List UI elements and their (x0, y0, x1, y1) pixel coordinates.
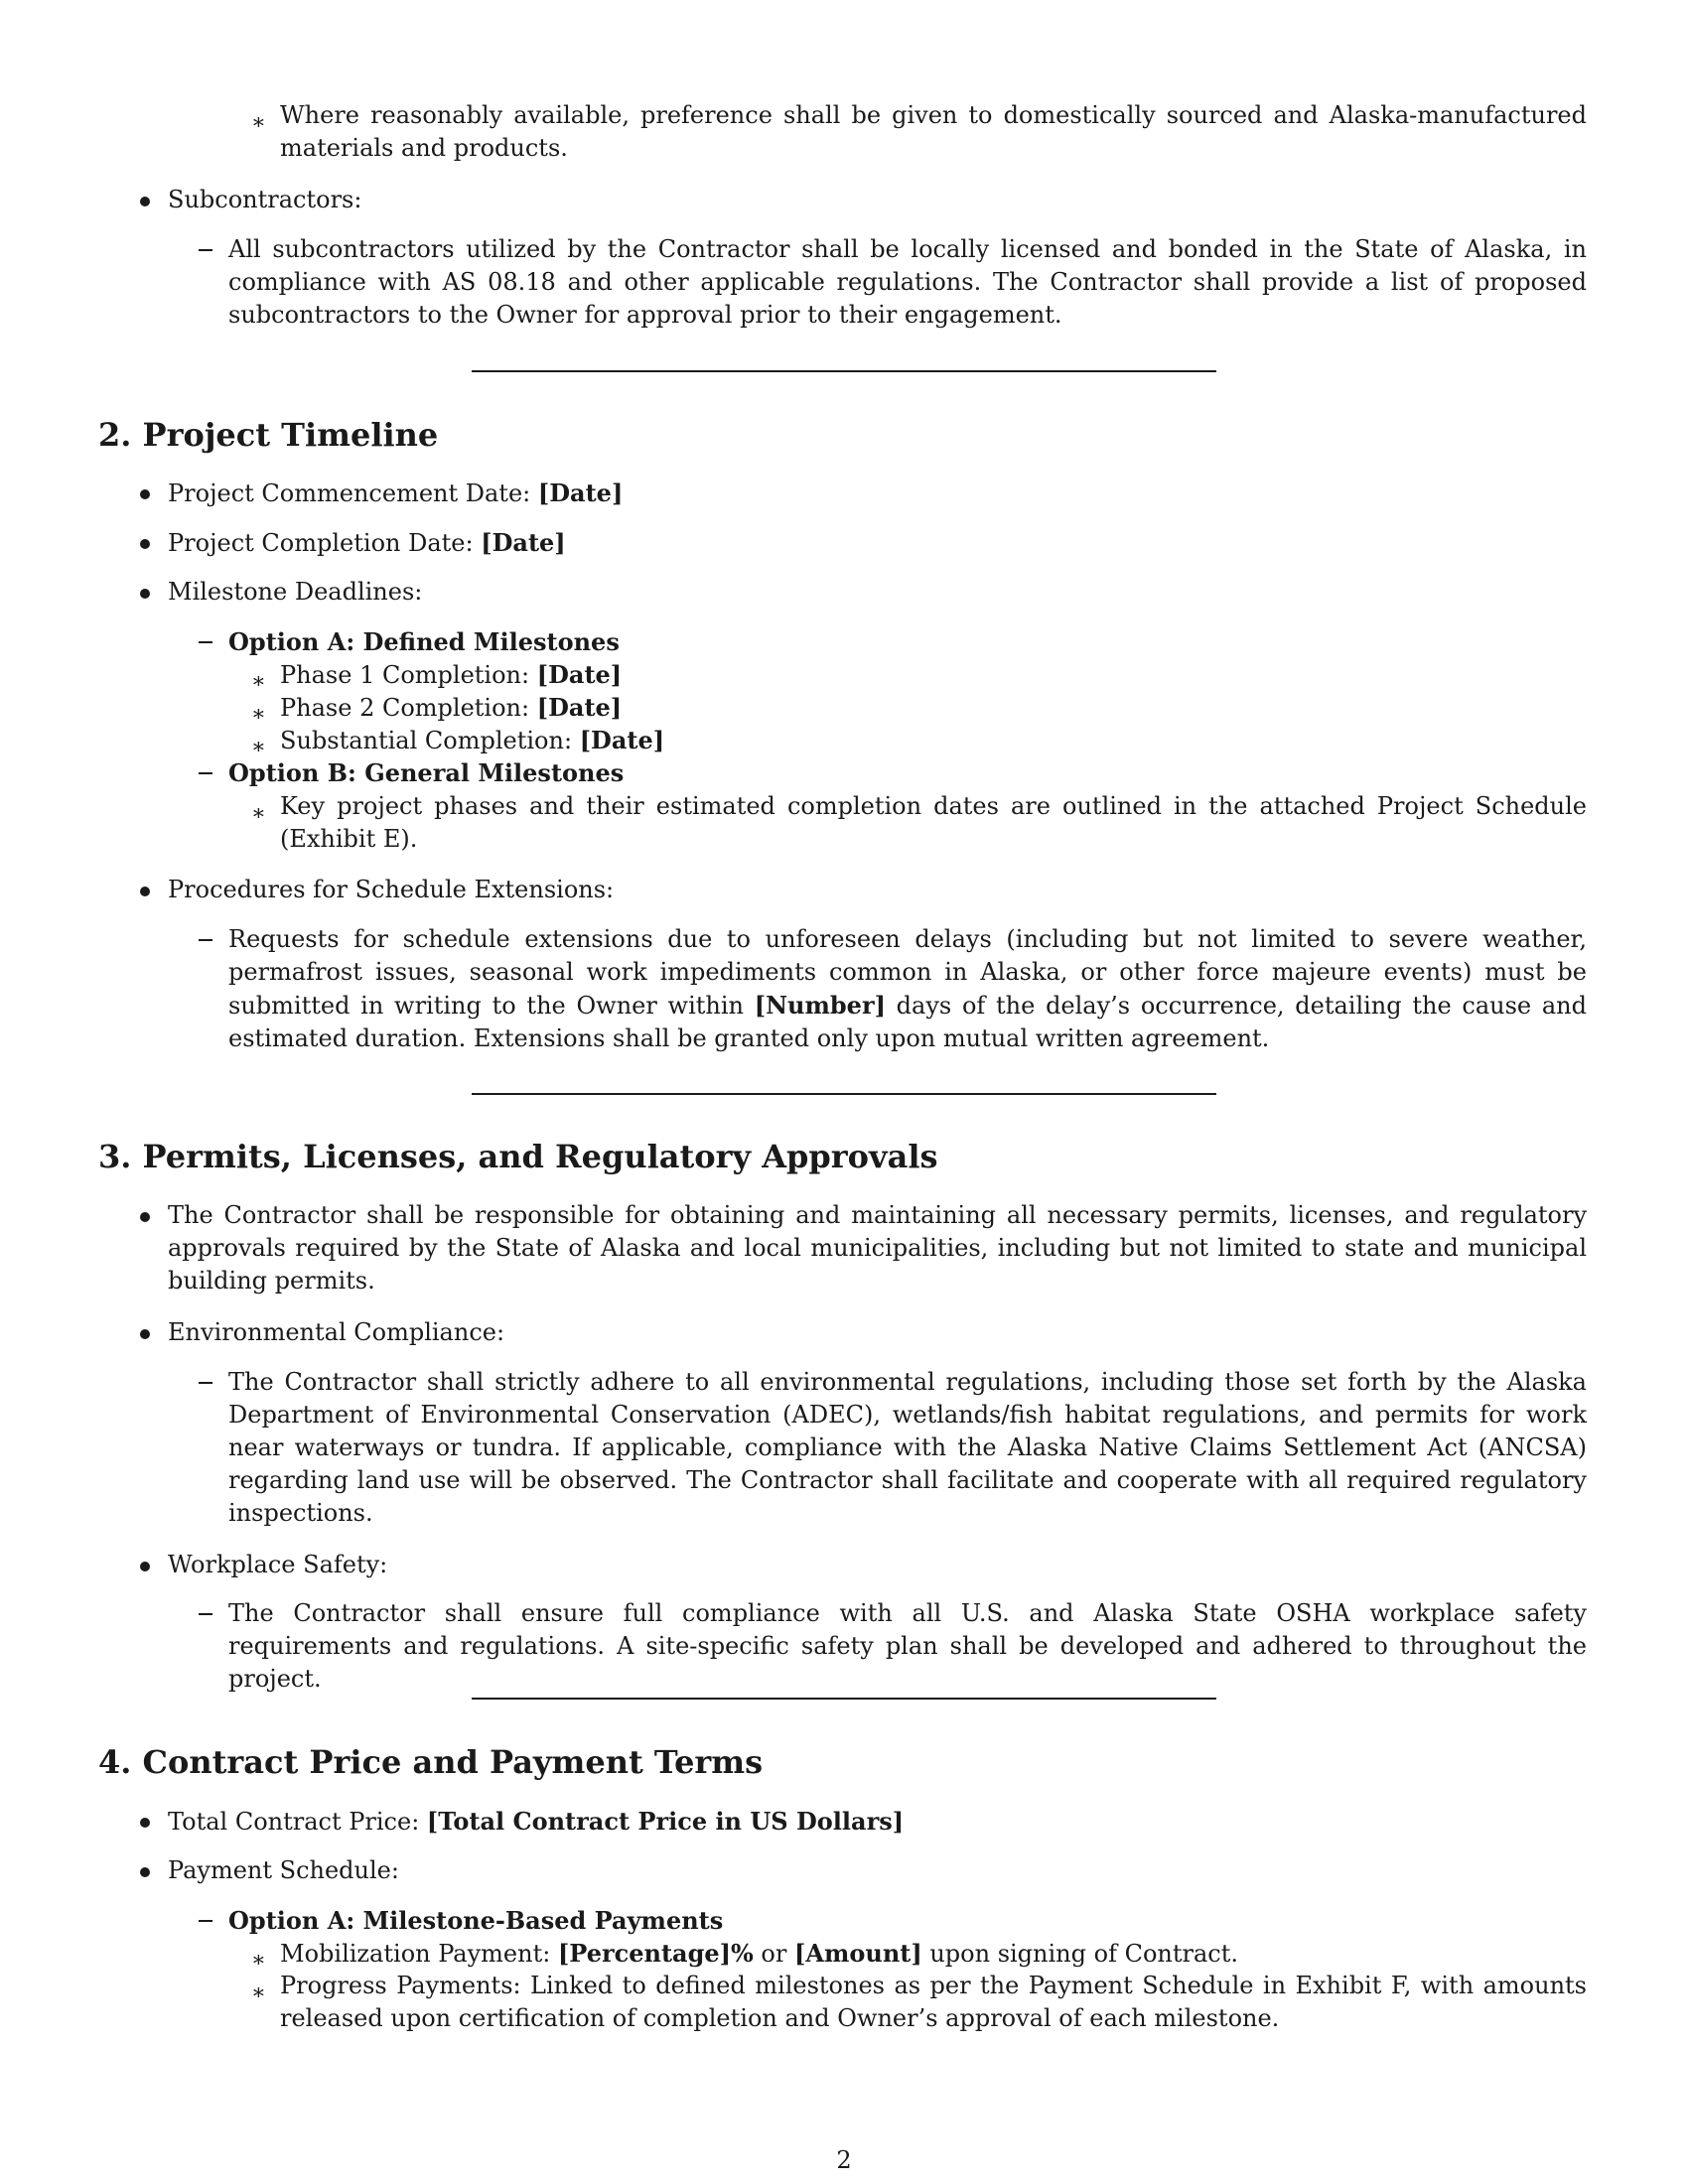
section-divider (472, 1093, 1216, 1095)
bullet-icon (140, 1329, 150, 1339)
sub-bullet-icon: ∗ (251, 1948, 266, 1973)
extensions-text-1: Requests for schedule extensions due to unforeseen delays (including but not limited to severe weather, permafrost issues, seasonal work impediments common in Alaska, or other force majeure events) must be submitted in writing to the Owner within (228, 925, 1587, 1020)
completion-date-value: [Date] (481, 528, 566, 557)
dash-icon (199, 249, 212, 251)
section-2-heading: 2. Project Timeline (98, 416, 439, 454)
section-3-heading: 3. Permits, Licenses, and Regulatory Approvals (98, 1138, 938, 1175)
phase1-date-value: [Date] (536, 660, 623, 689)
milestone-label: Milestone Deadlines: (168, 578, 423, 606)
section-divider (472, 370, 1216, 372)
option-a-title (228, 625, 620, 659)
percentage-placeholder: [Percentage]% (557, 1939, 754, 1968)
bullet-icon (140, 539, 150, 549)
price-placeholder: [Total Contract Price in US Dollars] (426, 1807, 905, 1836)
dash-icon (199, 641, 212, 643)
bullet-icon (140, 1212, 150, 1222)
subcontractors-text: All subcontractors utilized by the Contractor shall be locally licensed and bonded in the State of Alaska, in compliance with AS 08.18 and other applicable regulations. The Contractor shall provide a list of proposed subcontractors to the Owner for approval prior to their engagement. (228, 235, 1587, 329)
env-label: Environmental Compliance: (168, 1318, 505, 1346)
safety-label: Workplace Safety: (168, 1551, 388, 1578)
option-b-text: Key project phases and their estimated completion dates are outlined in the attached Project Schedule (Exhibit E). (280, 792, 1587, 853)
section-divider (472, 1698, 1216, 1700)
completion-date-line (168, 526, 566, 560)
section-4-heading: 4. Contract Price and Payment Terms (98, 1743, 764, 1781)
dash-icon (199, 1920, 212, 1922)
bullet-icon (140, 887, 150, 896)
option-b-title-text: Option B: General Milestones (228, 758, 625, 787)
bullet-icon (140, 197, 150, 206)
phase2-date-value: [Date] (536, 693, 623, 722)
phase1-line (280, 658, 622, 692)
sub-bullet-icon: ∗ (251, 669, 266, 694)
payment-option-a-title-text: Option A: Milestone-Based Payments (228, 1906, 724, 1935)
extensions-text-2: days of the delay’s occurrence, detailing the cause and estimated duration. Extensions shall be granted only upon mutual written agreement. (228, 992, 1587, 1052)
extensions-label: Procedures for Schedule Extensions: (168, 876, 615, 903)
env-text: The Contractor shall strictly adhere to all environmental regulations, including those set forth by the Alaska Department of Environmental Conservation (ADEC), wetlands/fish habitat regulations, and permits for work near waterways or tundra. If applicable, compliance with the Alaska Native Claims Settlement Act (ANCSA) regarding land use will be observed. The Contractor shall facilitate and cooperate with all required regulatory inspections. (228, 1368, 1587, 1527)
extensions-text (228, 923, 1587, 1055)
dash-icon (199, 1382, 212, 1384)
subcontractors-label: Subcontractors: (168, 186, 362, 213)
progress-text: Progress Payments: Linked to defined milestones as per the Payment Schedule in Exhibit F, with amounts released upon certification of completion and Owner’s approval of each milestone. (280, 1972, 1587, 2032)
phase2-label: Phase 2 Completion: (280, 694, 537, 722)
bullet-icon (140, 589, 150, 599)
commencement-date-line (168, 477, 623, 510)
price-label: Total Contract Price: (168, 1808, 427, 1836)
materials-text: Where reasonably available, preference shall be given to domestically sourced and Alaska-manufactured materials and products. (280, 101, 1587, 162)
bullet-icon (140, 1867, 150, 1877)
phase1-label: Phase 1 Completion: (280, 661, 537, 689)
amount-placeholder: [Amount] (793, 1939, 922, 1968)
option-a-title-text: Option A: Defined Milestones (228, 627, 620, 656)
mobilization-line (280, 1937, 1238, 1971)
sub-bullet-icon: ∗ (251, 1980, 266, 2005)
bullet-icon (140, 1818, 150, 1828)
completion-label: Project Completion Date: (168, 529, 482, 557)
payment-option-a-title (228, 1904, 723, 1938)
substantial-line (280, 724, 664, 757)
option-b-title (228, 756, 624, 790)
sub-bullet-icon: ∗ (251, 801, 266, 826)
permits-text: The Contractor shall be responsible for obtaining and maintaining all necessary permits, licenses, and regulatory approvals required by the State of Alaska and local municipalities, including but not limited to state and municipal building permits. (168, 1201, 1587, 1295)
phase2-line (280, 691, 622, 725)
bullet-icon (140, 1562, 150, 1571)
substantial-label: Substantial Completion: (280, 727, 580, 754)
page-number: 2 (836, 2146, 852, 2174)
substantial-date-value: [Date] (579, 726, 665, 754)
mobilization-label: Mobilization Payment: (280, 1940, 558, 1968)
sub-bullet-icon: ∗ (251, 735, 266, 759)
or-text: or (753, 1940, 794, 1968)
dash-icon (199, 939, 212, 941)
number-placeholder: [Number] (754, 991, 886, 1020)
dash-icon (199, 1613, 212, 1615)
commencement-label: Project Commencement Date: (168, 479, 538, 507)
mobilization-tail: upon signing of Contract. (921, 1940, 1238, 1968)
bullet-icon (140, 489, 150, 499)
payment-schedule-label: Payment Schedule: (168, 1856, 399, 1884)
commencement-date-value: [Date] (537, 478, 624, 507)
dash-icon (199, 772, 212, 774)
contract-price-line (168, 1805, 904, 1839)
sub-bullet-icon: ∗ (251, 702, 266, 727)
safety-text: The Contractor shall ensure full compliance with all U.S. and Alaska State OSHA workplace safety requirements and regulations. A site-specific safety plan shall be developed and adhered to throughout the project. (228, 1599, 1587, 1693)
sub-bullet-icon: ∗ (251, 110, 266, 135)
